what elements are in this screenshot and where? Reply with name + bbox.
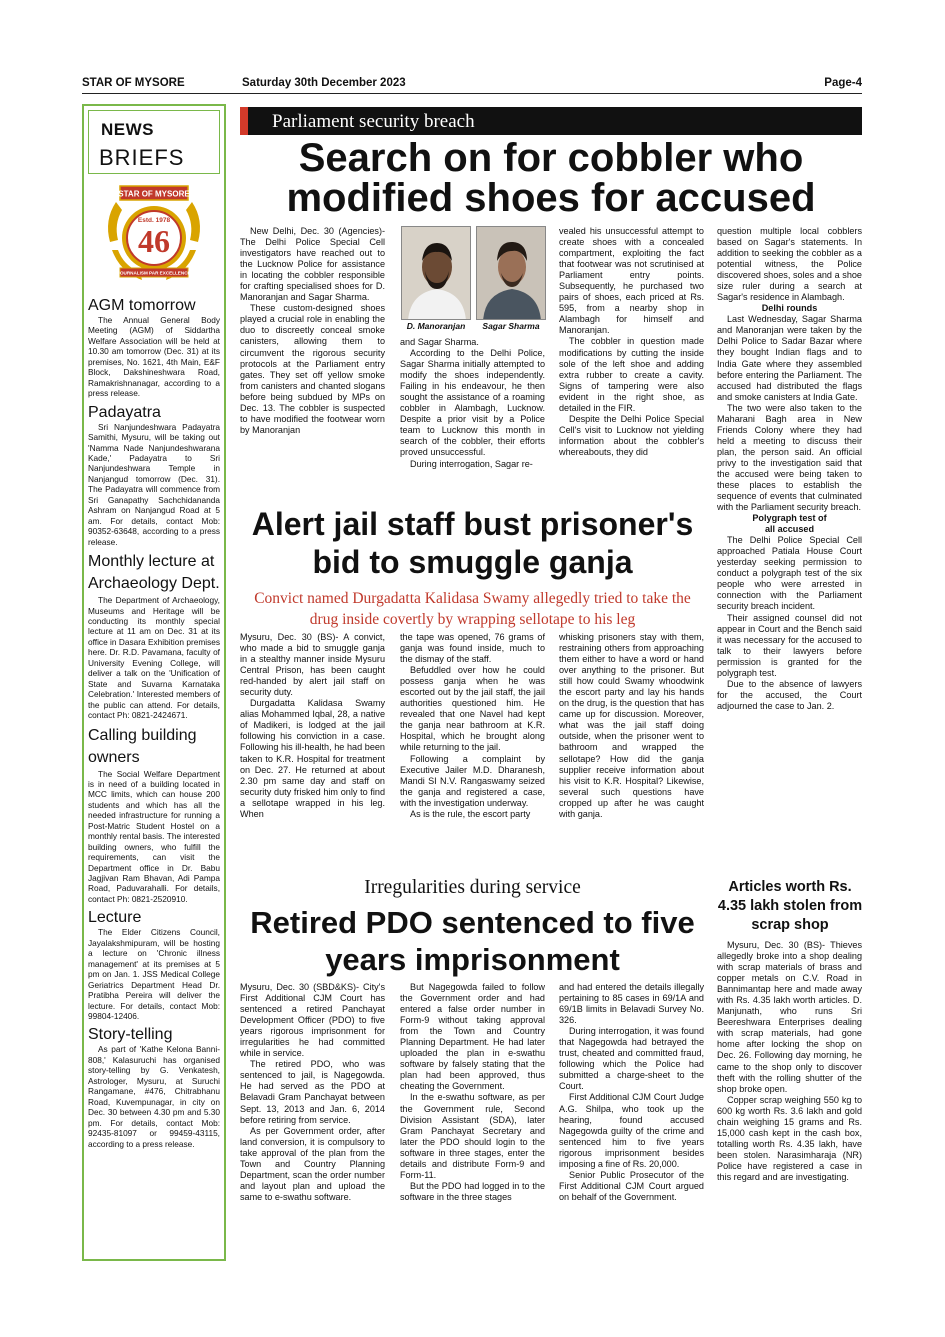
sagar-sharma-photo [476,226,546,320]
paragraph: The two were also taken to the Maharani Bagh area in New Friends Colony where they had held a meeting to discuss their plan, the person said. An official privy to the investigation said that the accused were being taken to these places to establish the sequence of events that culminated with the Parliament security breach. [717,402,862,513]
brief-body: As part of 'Kathe Kelona Banni-808,' Kalasuruchi has organised story-telling by G. Venkatesh, Astrologer, Mysuru, at Suruchi Rangamane, #476, Chitrabhanu Road, Kuvempunagar, in city on Dec. 30 between 4.30 pm and 5.30 pm. For details, contact Mob: 92435-81097 or 99459-43115, according to a press release. [88,1044,220,1149]
story3-kicker: Irregularities during service [364,877,581,898]
paragraph: Following a complaint by Executive Jailer M.D. Dharanesh, Mandi SI N.V. Rangaswamy seized the ganja and registered a case, with the investigation underway. [400,753,545,808]
story4-column [717,940,862,1183]
paragraph: But Nagegowda failed to follow the Government order and had entered a false order number in Form-9 without taking approval from the Town and Country Planning Department. He had later uploaded the plan in e-swathu software by falsely stating that the plan had been approved, thus cheating the Government. [400,982,545,1092]
brief-heading: Story-telling [88,1026,173,1044]
svg-text:JOURNALISM PAR EXCELLENCE: JOURNALISM PAR EXCELLENCE [117,270,191,276]
paragraph: According to the Delhi Police, Sagar Sharma initially attempted to modify the shoes independently. Failing in his endeavour, he then sought the assistance of a roaming cobbler in Alambagh, Lucknow. Despite a prior visit by a Police team to Lucknow this month in search of the cobbler, their efforts proved unsuccessful. [400,348,545,458]
story2-column-3 [559,632,704,820]
story2-deck: Convict named Durgadatta Kalidasa Swamy allegedly tried to take the drug inside covertly by wrapping sellotape to his leg [254,590,691,628]
paragraph: The Delhi Police Special Cell approached Patiala House Court yesterday seeking permission to conduct a polygraph test of the six people who were arrested in connection with the Parliament security breach incident. [717,535,862,612]
paragraph: Befuddled over how he could possess ganja when he was escorted out by the jail staff, the jail authorities questioned him. He revealed that one Navel had kept the ganja near bathroom at K.R. Hospital, which he brought along while returning to the jail. [400,665,545,753]
svg-text:46: 46 [138,223,170,259]
svg-text:Estd. 1978: Estd. 1978 [137,217,171,224]
paper-name: STAR OF MYSORE [82,77,185,89]
paragraph: New Delhi, Dec. 30 (Agencies)- The Delhi Police Special Cell investigators have reached out to the Lucknow Police for assistance in locating the cobbler responsible for crafting specialised shoes for D. Manoranjan and Sagar Sharma. [240,226,385,303]
anniversary-logo [100,180,208,292]
paragraph: As per Government order, after land conversion, it is compulsory to take approval of the plan from the Town and Country Planning Department, scan the order number and layout plan and upload the same to e-swathu software. [240,1125,385,1202]
subheading: Polygraph test of [752,513,827,524]
section-bar [240,107,862,135]
briefs-label: BRIEFS [99,145,185,170]
subheading: all accused [764,524,815,535]
photo-caption: D. Manoranjan [406,321,466,331]
story4-headline: Articles worth Rs. 4.35 lakh stolen from scrap shop [717,879,863,933]
brief-heading: Monthly lecture at Archaeology Dept. [88,553,220,593]
brief-body: The Department of Archaeology, Museums and Heritage will be conducting its monthly special lecture at 11 am on Dec. 31 at its office in Dasara Exhibition premises here. Dr. R.D. Pavamana, faculty of University Evening College, will deliver a talk on the 'Unification of State and Suvarna Karnataka Celebration.' Interested members of the public can attend. For details, contact Ph: 0821-2424671. [88,595,220,721]
paragraph: question multiple local cobblers based on Sagar's statements. In addition to seeking the cobbler as a potential witness, the Police discovered shoes, soles and a shoe size ruler during a search at Sagar's residence in Alambagh. [717,226,862,303]
news-briefs-sidebar [82,104,226,1261]
paragraph: the tape was opened, 76 grams of ganja was found inside, much to the dismay of the staff. [400,632,545,665]
brief-body: The Annual General Body Meeting (AGM) of Siddartha Welfare Association will be held at 10.30 am tomorrow (Dec. 31) at its premises, No. 1621, 4th Main, E&F Block, Dakshineshwara Road, Ramakrishnanagar, according to a press release. [88,315,220,399]
paragraph: Mysuru, Dec. 30 (BS)- Thieves allegedly broke into a shop dealing with scrap materials of brass and copper metals on C.V. Road in Bannimantap here and made away with Rs. 4.35 lakh worth articles. D. Manjunath, who runs Sri Beereshwara Enterprises dealing with scrap materials, had gone home after locking the shop on Dec. 26. Following day morning, he came to the shop only to discover theft with the rolling shutter of the shop broke open. [717,940,862,1094]
paragraph: Due to the absence of lawyers for the accused, the Court adjourned the case to Jan. 2. [717,678,862,711]
paragraph: During interrogation, it was found that Nagegowda had betrayed the trust, cheated and committed fraud, following which the Police had submitted a charge-sheet to the Court. [559,1026,704,1092]
page-number: Page-4 [824,77,862,89]
paragraph: and Sagar Sharma. [400,337,479,347]
brief-heading: Calling building owners [88,726,197,766]
story1-column-4 [717,226,862,712]
story1-column-2 [400,337,545,470]
story2-column-2 [400,632,545,820]
brief-heading: AGM tomorrow [88,297,196,314]
story3-headline: Retired PDO sentenced to five years imprisonment [250,905,695,977]
brief-heading: Lecture [88,909,142,927]
paragraph: whisking prisoners stay with them, restraining others from approaching them either to have a word or hand over anything to the prisoner. But still how could Swamy whoodwink the escort party and lay his hands on the drug, is the question that has came up for discussion. Moreover, what was the jail staff doing outside, when the prisoner went to bathroom and wrapped the sellotape? How did the ganja supplier receive information about his visit to K.R. Hospital? Likewise, several such questions have cropped up after he was caught with ganja. [559,632,704,819]
masthead [82,76,862,94]
paragraph: Senior Public Prosecutor of the First Additional CJM Court argued on behalf of the Government. [559,1169,704,1202]
photo-caption: Sagar Sharma [482,321,540,331]
paragraph: Last Wednesday, Sagar Sharma and Manoranjan were taken by the Delhi Police to Sadar Bazar where they bought Indian flags and to India Gate where they assembled before entering the Parliament. The accused had distributed the flags and smoke canisters at India Gate. [717,314,862,402]
paragraph: Mysuru, Dec. 30 (SBD&KS)- City's First Additional CJM Court has sentenced a retired Panchayat Development Officer (PDO) to five years rigorous imprisonment for irregularities he had committed while in service. [240,982,385,1059]
paragraph: These custom-designed shoes played a crucial role in enabling the duo to discreetly conceal smoke canisters, allowing them to circumvent the rigorous security protocols at the Parliament entry gates. They set off yellow smoke from canisters and chanted slogans before being subdued by MPs on Dec. 13. The cobbler is suspected to have modified the footwear worn by Manoranjan [240,303,385,435]
paragraph: The cobbler in question made modifications by cutting the inside sole of the left shoe and adding extra rubber to create a cavity. Signs of tampering were also evident in the right shoe, as detailed in the FIR. [559,336,704,413]
paragraph: In the e-swathu software, as per the Government rule, Second Division Assistant (SDA), later Gram Panchayat Secretary and later the PDO should login to the software in three stages, enter the details and distribute Form-9 and Form-11. [400,1092,545,1180]
paragraph: Despite the Delhi Police Special Cell's visit to Lucknow not yielding information about the cobbler's whereabouts, they did [559,413,704,457]
news-label: NEWS [101,120,154,139]
paragraph: The retired PDO, who was sentenced to jail, is Nagegowda. He had served as the PDO at Belavadi Gram Panchayat between Sept. 13, 2013 and Jan. 6, 2014 before retiring from service. [240,1059,385,1125]
svg-text:STAR OF MYSORE: STAR OF MYSORE [118,189,190,199]
brief-body: Sri Nanjundeshwara Padayatra Samithi, Mysuru, will be taking out 'Namma Nade Nanjundeshwarana Kade,' Padayatra to Sri Nanjundeshwara Temple in Nanjangud tomorrow (Dec. 31). The Padayatra will commence from Sri Ganapathy Sachchidananda Ashram on Nanjangud Road at 5 am. For details, contact Mob: 90352-63648, according to a press release. [88,421,220,547]
brief-body: The Elder Citizens Council, Jayalakshmipuram, will be hosting a lecture on 'Chronic illness management' at its premises at 5 pm on Jan. 1. JSS Medical College Geriatrics Department Head Dr. Pratibha Pereira will deliver the lecture. For details, contact Mob: 99804-12406. [88,927,220,1022]
section-bar-accent [240,107,248,135]
story3-column-1 [240,982,385,1203]
paragraph: First Additional CJM Court Judge A.G. Shilpa, who took up the hearing, found accused Nagegowda guilty of the crime and sentenced him to five years rigorous imprisonment besides imposing a fine of Rs. 20,000. [559,1092,704,1169]
paragraph: During interrogation, Sagar re- [410,458,533,469]
story3-column-3 [559,982,704,1203]
paragraph: and had entered the details illegally pertaining to 85 cases in 69/1A and 69/1B limits in Belavadi Survey No. 326. [559,982,704,1026]
brief-heading: Padayatra [88,403,161,421]
story1-headline: Search on for cobbler who modified shoes for accused [286,136,816,220]
brief-body: The Social Welfare Department is in need of a building located in MCC limits, which can house 200 students and which has all the needed infrastructure for running a Post-Matric Student Hostel on a monthly rental basis. The interested building owners, who fulfill the requirements, can visit the Department office in Dr. Babu Jagjivan Ram Bhavan, Adi Pampa Road, Paduvarahalli. For details, contact Ph: 0821-2520910. [88,768,220,904]
paragraph: Copper scrap weighing 550 kg to 600 kg worth Rs. 3.6 lakh and gold chain weighing 15 grams and Rs. 15,000 cash kept in the cash box, totalling worth Rs. 4.35 lakh, have been stolen. Narasimharaja (NR) Police have registered a case in this regard and are investigating. [717,1094,862,1182]
paragraph: But the PDO had logged in to the software in the three stages [400,1180,545,1202]
story1-column-1 [240,226,385,436]
subheading: Delhi rounds [761,303,818,314]
news-briefs-label [88,110,220,174]
paragraph: As is the rule, the escort party [410,808,531,819]
paragraph: Mysuru, Dec. 30 (BS)- A convict, who made a bid to smuggle ganja in a stealthy manner inside Mysuru Central Prison, has been caught red-handed by alert jail staff on security duty. [240,632,385,698]
section-label: Parliament security breach [272,111,475,132]
paragraph: vealed his unsuccessful attempt to create shoes with a concealed compartment, exploiting the fact that footwear was not scrutinised at Parliament entry points. Subsequently, he purchased two pairs of shoes, each priced at Rs. 595, from a nearby shop in Alambagh for himself and Manoranjan. [559,226,704,336]
story2-headline: Alert jail staff bust prisoner's bid to smuggle ganja [251,506,694,580]
issue-date: Saturday 30th December 2023 [242,77,406,89]
paragraph: Durgadatta Kalidasa Swamy alias Mohammed Iqbal, 28, a native of Madikeri, is lodged at the jail following his conviction in a case. Following his ill-health, he had been taken to K.R. Hospital for treatment on Dec. 27. He returned at about 2.30 pm same day and staff on security duty frisked him only to find a sellotape wrapped in his leg. When [240,698,385,819]
paragraph: Their assigned counsel did not appear in Court and the Bench said it was necessary for the accused to talk to their lawyers before permission is granted for the polygraph test. [717,612,862,678]
story2-column-1 [240,632,385,820]
manoranjan-photo [401,226,471,320]
story3-column-2 [400,982,545,1203]
story1-column-3 [559,226,704,458]
